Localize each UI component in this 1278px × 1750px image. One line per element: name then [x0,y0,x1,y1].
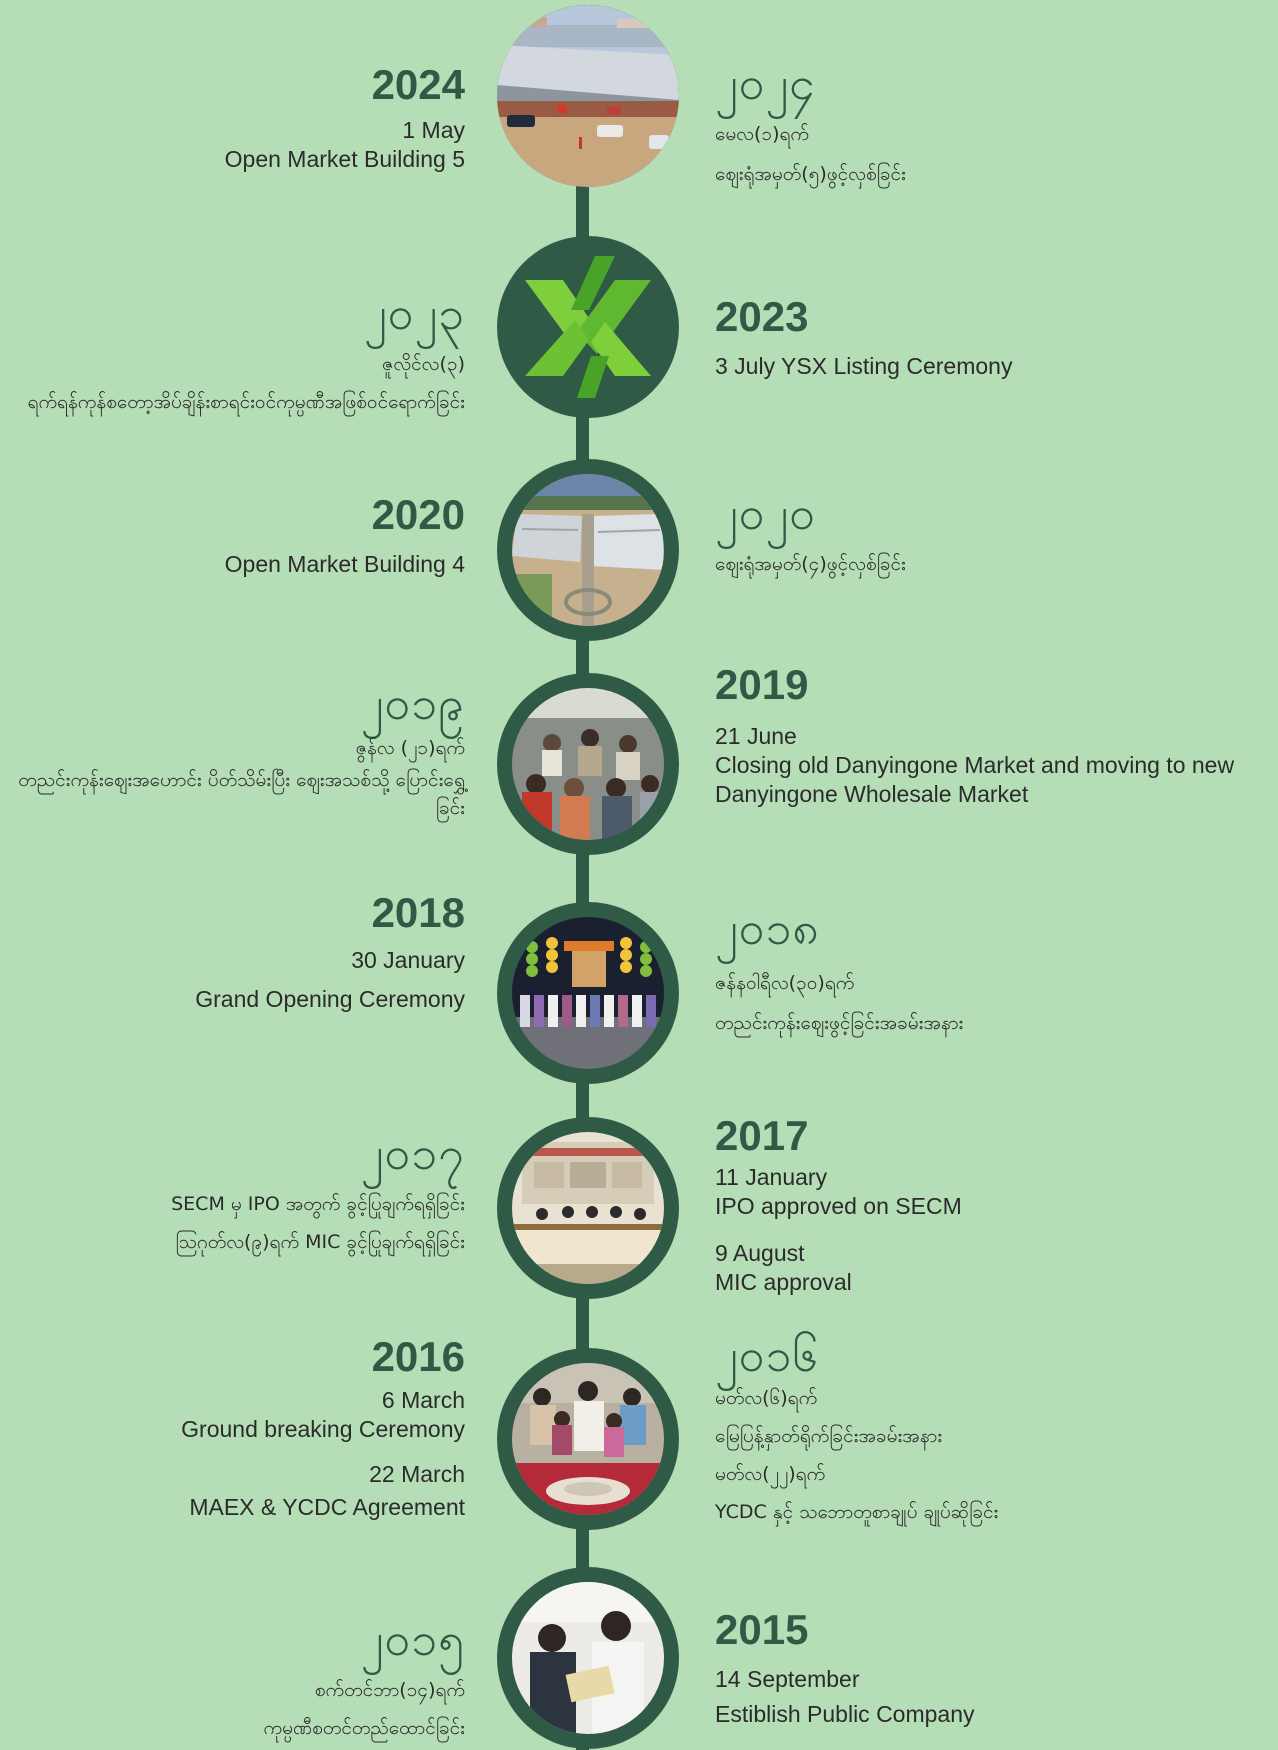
event-date-myanmar: ဇွန်လ (၂၁)ရက် [355,737,465,759]
event-text: MIC approval [715,1269,852,1295]
timeline-node-2023 [497,236,679,418]
timeline-node-2018 [497,902,679,1084]
entry-2015-right [715,1606,975,1729]
event-date: 30 January [351,947,465,973]
event-text: Danyingone Wholesale Market [715,781,1029,807]
entry-2019-left [0,676,465,822]
year-heading: 2015 [715,1606,809,1653]
event-text-myanmar: မြေပြန့်နှာတ်ရိုက်ခြင်းအခမ်းအနား [715,1425,943,1447]
year-heading-myanmar: ၂၀၂၃ [364,286,465,340]
year-heading: 2020 [371,491,465,538]
event-date-myanmar: မတ်လ(၂၂)ရက် [715,1463,826,1485]
event-text: Ground breaking Ceremony [181,1416,465,1442]
event-text-myanmar: တညင်းကုန်းဈေးအဟောင်း ပိတ်သိမ်းပြီး ဈေးအသစ်သို့ ပြောင်းရွှေ့ခြင်း [18,769,465,819]
event-text-myanmar: တညင်းကုန်းဈေးဖွင့်ခြင်းအခမ်းအနား [715,1012,964,1034]
timeline-node-2017 [497,1117,679,1299]
event-text: Estiblish Public Company [715,1701,975,1727]
ipo-approval-photo [512,1132,664,1284]
entry-2020-right [715,486,906,578]
entry-2016-right [715,1328,999,1526]
ysx-logo-icon [497,236,679,418]
event-date-myanmar: ဇန်နဝါရီလ(၃၀)ရက် [715,972,855,994]
entry-2024-right [715,56,906,188]
timeline-node-2019 [497,673,679,855]
event-text: Grand Opening Ceremony [195,986,465,1012]
company-establishment-photo [512,1582,664,1734]
entry-2016-left [181,1333,465,1522]
timeline-node-2016 [497,1348,679,1530]
year-heading: 2023 [715,293,809,340]
entry-2023-left [27,286,465,416]
event-text: IPO approved on SECM [715,1193,962,1219]
timeline-node-2024 [497,5,679,187]
event-date-myanmar: ဇူလိုင်လ(၃) [382,353,465,375]
event-text: Open Market Building 5 [224,146,465,172]
year-heading-myanmar: ၂၀၁၇ [360,1126,465,1180]
event-text: MAEX & YCDC Agreement [189,1494,465,1520]
event-text-myanmar: ဩဂုတ်လ(၉)ရက် MIC ခွင့်ပြုချက်ရရှိခြင်း [175,1231,465,1253]
year-heading: 2018 [371,889,465,936]
entry-2017-right [715,1112,962,1297]
year-heading-myanmar: ၂၀၂၀ [715,486,816,540]
timeline-node-2020 [497,459,679,641]
year-heading-myanmar: ၂၀၁၈ [715,901,820,955]
event-date: 22 March [369,1461,465,1487]
market-closing-photo [512,688,664,840]
event-text-myanmar: ရက်ရန်ကုန်စတော့အိပ်ချိန်းစာရင်းဝင်ကုမ္ပဏီအဖြစ်ဝင်ရောက်ခြင်း [27,391,465,413]
year-heading-myanmar: ၂၀၁၆ [715,1328,820,1382]
event-date-myanmar: မေလ(၁)ရက် [715,123,809,145]
market-building-4-photo [512,474,664,626]
year-heading-myanmar: ၂၀၂၄ [715,56,816,110]
entry-2023-right [715,293,1013,381]
entry-2018-left [195,889,465,1014]
event-text: 3 July YSX Listing Ceremony [715,353,1013,379]
entry-2015-left [263,1612,465,1742]
entry-2019-right [715,661,1235,809]
event-text-myanmar: YCDC နှင့် သဘောတူစာချုပ် ချုပ်ဆိုခြင်း [715,1501,999,1523]
event-date: 1 May [402,117,465,143]
event-date: 9 August [715,1240,805,1266]
year-heading: 2016 [371,1333,465,1380]
event-date: 14 September [715,1666,860,1692]
event-text: Open Market Building 4 [224,551,465,577]
market-building-5-photo [497,5,679,187]
timeline-node-2015 [497,1567,679,1749]
event-date: 21 June [715,723,797,749]
event-date-myanmar: စက်တင်ဘာ(၁၄)ရက် [314,1679,465,1701]
event-text-myanmar: SECM မှ IPO အတွက် ခွင့်ပြုချက်ရရှိခြင်း [171,1193,465,1215]
year-heading: 2017 [715,1112,809,1159]
grand-opening-photo [512,917,664,1069]
year-heading-myanmar: ၂၀၁၉ [360,676,465,730]
event-date-myanmar: မတ်လ(၆)ရက် [715,1387,818,1409]
entry-2017-left [171,1126,465,1256]
ground-breaking-photo [512,1363,664,1515]
event-text-myanmar: ဈေးရုံအမှတ်(၅)ဖွင့်လှစ်ခြင်း [715,163,906,185]
event-text-myanmar: ကုမ္ပဏီစတင်တည်ထောင်ခြင်း [263,1717,465,1739]
year-heading-myanmar: ၂၀၁၅ [360,1612,465,1666]
year-heading: 2019 [715,661,809,708]
event-text: Closing old Danyingone Market and moving to new [715,752,1235,778]
event-date: 6 March [381,1387,465,1413]
entry-2018-right [715,901,964,1037]
event-date: 11 January [715,1164,828,1190]
entry-2024-left [224,61,465,174]
entry-2020-left [224,491,465,579]
event-text-myanmar: ဈေးရုံအမှတ်(၄)ဖွင့်လှစ်ခြင်း [715,553,906,575]
year-heading: 2024 [371,61,465,108]
